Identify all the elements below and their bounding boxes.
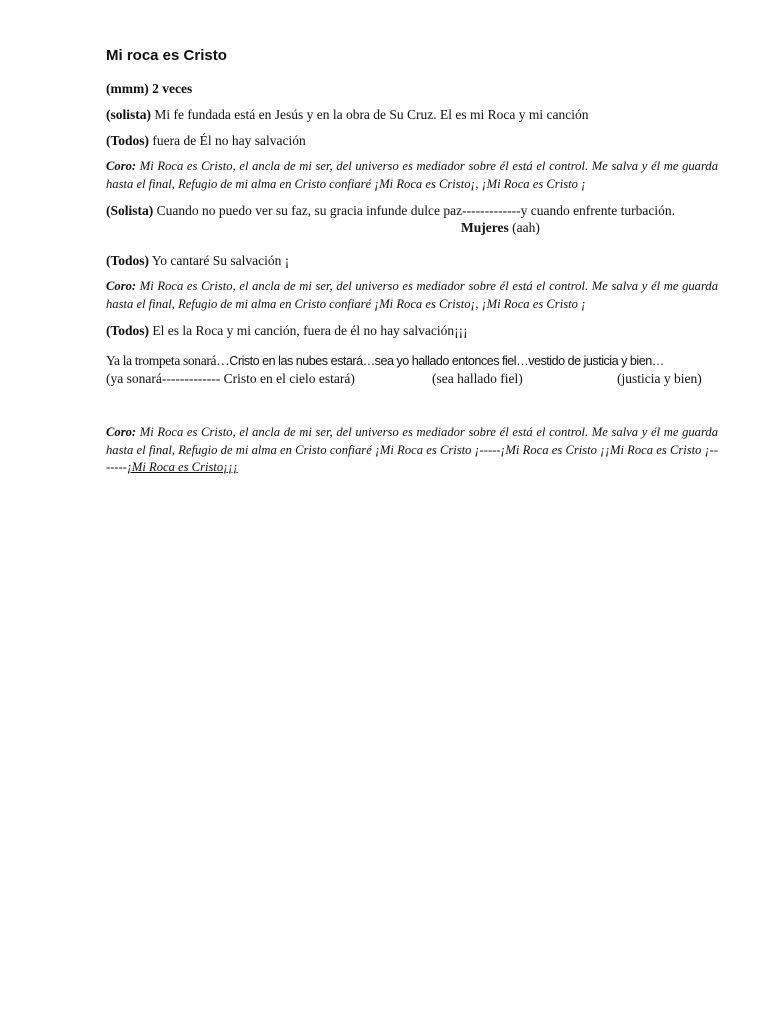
solista-verse-2	[106, 202, 718, 219]
todos-label: (Todos)	[106, 253, 150, 268]
solista-text: Cuando no puedo ver su faz, su gracia infunde dulce paz-------------y cuando enfrente turbación.	[153, 203, 676, 218]
intro-line	[106, 80, 718, 97]
todos-line-1	[106, 132, 718, 149]
coro-1	[106, 158, 718, 193]
coro-2	[106, 278, 718, 313]
trompeta-text-a: Ya la trompeta sonará…	[106, 353, 230, 368]
echo-1: (ya sonará------------- Cristo en el cielo estará)	[106, 371, 355, 386]
todos-text: El es la Roca y mi canción, fuera de él no hay salvación¡¡¡	[149, 323, 468, 338]
solista-label: (Solista)	[106, 203, 154, 218]
coro-label: Coro:	[106, 279, 137, 293]
solista-verse-1	[106, 106, 718, 123]
mujeres-text: (aah)	[508, 220, 540, 235]
mujeres-line	[106, 219, 718, 236]
coro-final: ¡Mi Roca es Cristo¡¡¡	[126, 460, 238, 474]
trompeta-text-b: Cristo en las nubes estará…sea yo hallado entonces fiel…vestido de justicia y bien…	[229, 354, 664, 368]
intro-label: (mmm) 2 veces	[106, 81, 193, 96]
spacer	[106, 387, 718, 424]
coro-label: Coro:	[106, 425, 137, 439]
todos-text: fuera de Él no hay salvación	[149, 133, 306, 148]
todos-text: Yo cantaré Su salvación ¡	[149, 253, 290, 268]
solista-label: (solista)	[106, 107, 151, 122]
coro-3	[106, 424, 718, 477]
echo-line	[106, 370, 718, 387]
todos-line-2	[106, 252, 718, 269]
todos-label: (Todos)	[106, 323, 150, 338]
coro-text: Mi Roca es Cristo, el ancla de mi ser, del universo es mediador sobre él está el control. Me salva y él me guarda hasta el final, Refugio de mi alma en Cristo confiaré ¡Mi Roca es Cristo¡, ¡Mi Roca es Cristo ¡	[106, 159, 718, 191]
coro-text: Mi Roca es Cristo, el ancla de mi ser, del universo es mediador sobre él está el control. Me salva y él me guarda hasta el final, Refugio de mi alma en Cristo confiaré ¡Mi Roca es Cristo¡, ¡Mi Roca es Cristo ¡	[106, 279, 718, 311]
coro-label: Coro:	[106, 159, 137, 173]
echo-3: (justicia y bien)	[617, 371, 702, 386]
lyrics-document	[106, 46, 718, 486]
solista-text: Mi fe fundada está en Jesús y en la obra de Su Cruz. El es mi Roca y mi canción	[151, 107, 589, 122]
mujeres-label: Mujeres	[461, 220, 509, 235]
coro-text: Mi Roca es Cristo, el ancla de mi ser, del universo es mediador sobre él está el control. Me salva y él me guarda hasta el final, Refugio de mi alma en Cristo confiaré ¡Mi Roca es Cristo ¡-----¡Mi Roca es Cristo ¡¡Mi Roca es Cristo ¡-------	[106, 425, 718, 474]
page-title: Mi roca es Cristo	[106, 47, 227, 64]
echo-2: (sea hallado fiel)	[432, 371, 523, 386]
todos-line-3	[106, 322, 718, 339]
todos-label: (Todos)	[106, 133, 150, 148]
trompeta-line	[106, 352, 718, 370]
